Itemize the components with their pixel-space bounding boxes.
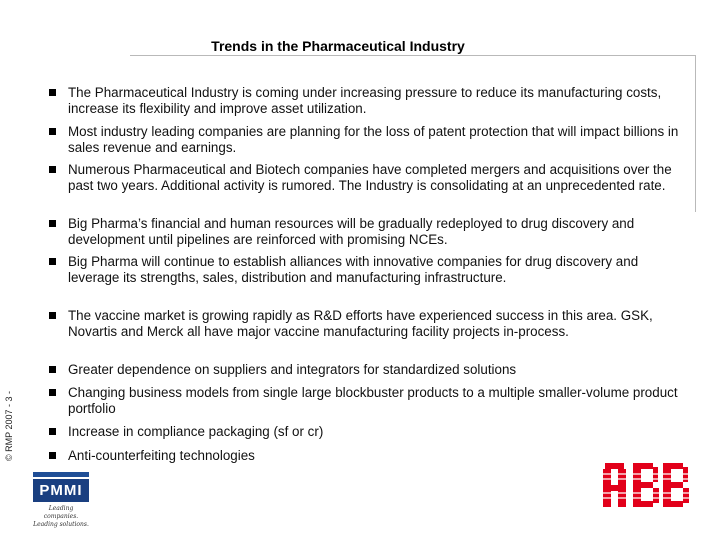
- bullet-text: Most industry leading companies are planning for the loss of patent protection that will impact billions in sales revenue and earnings.: [68, 124, 679, 155]
- bullet-square-icon: [49, 89, 56, 96]
- bullet-square-icon: [49, 128, 56, 135]
- bullet-item: [68, 162, 680, 193]
- bullet-text: Changing business models from single large blockbuster products to a multiple smaller-volume product portfolio: [68, 385, 678, 416]
- bullet-item: [68, 85, 680, 116]
- bullet-square-icon: [49, 366, 56, 373]
- bullet-text: Big Pharma’s financial and human resources will be gradually redeployed to drug discovery and development until pipelines are reinforced with promising NCEs.: [68, 216, 635, 247]
- side-divider: [695, 55, 696, 212]
- bullet-square-icon: [49, 166, 56, 173]
- bullet-square-icon: [49, 220, 56, 227]
- pmmi-logo-bar: [33, 472, 89, 477]
- copyright-footer: © RMP 2007 - 3 -: [4, 391, 14, 461]
- bullet-square-icon: [49, 312, 56, 319]
- bullet-item: [68, 448, 680, 464]
- pmmi-logo: [33, 472, 89, 528]
- bullet-text: Anti-counterfeiting technologies: [68, 448, 255, 463]
- bullet-square-icon: [49, 389, 56, 396]
- pmmi-tagline: Leading companies. Leading solutions.: [33, 505, 89, 528]
- bullet-item: [68, 385, 680, 416]
- pmmi-logo-text: PMMI: [33, 479, 89, 502]
- title-divider: [130, 55, 696, 56]
- bullet-square-icon: [49, 428, 56, 435]
- abb-logo: [601, 463, 693, 507]
- bullet-square-icon: [49, 452, 56, 459]
- bullet-text: Numerous Pharmaceutical and Biotech companies have completed mergers and acquisitions over the past two years. Additional activity is rumored. The Industry is consolidating at an unprecedented rate.: [68, 162, 672, 193]
- bullet-item: [68, 124, 680, 155]
- bullet-item: [68, 362, 680, 378]
- bullet-square-icon: [49, 258, 56, 265]
- bullet-text: Big Pharma will continue to establish alliances with innovative companies for drug discovery and leverage its strengths, sales, distribution and manufacturing infrastructure.: [68, 254, 639, 285]
- bullet-text: The Pharmaceutical Industry is coming under increasing pressure to reduce its manufacturing costs, increase its flexibility and improve asset utilization.: [68, 85, 662, 116]
- slide-title: Trends in the Pharmaceutical Industry: [211, 38, 465, 54]
- bullet-text: Increase in compliance packaging (sf or cr): [68, 424, 324, 439]
- bullet-item: [68, 216, 680, 247]
- bullet-text: Greater dependence on suppliers and integrators for standardized solutions: [68, 362, 517, 377]
- bullet-item: [68, 308, 680, 339]
- bullet-item: [68, 424, 680, 440]
- bullet-text: The vaccine market is growing rapidly as R&D efforts have experienced success in this area. GSK, Novartis and Merck all have major vaccine manufacturing facility projects in-process.: [68, 308, 653, 339]
- bullet-item: [68, 254, 680, 285]
